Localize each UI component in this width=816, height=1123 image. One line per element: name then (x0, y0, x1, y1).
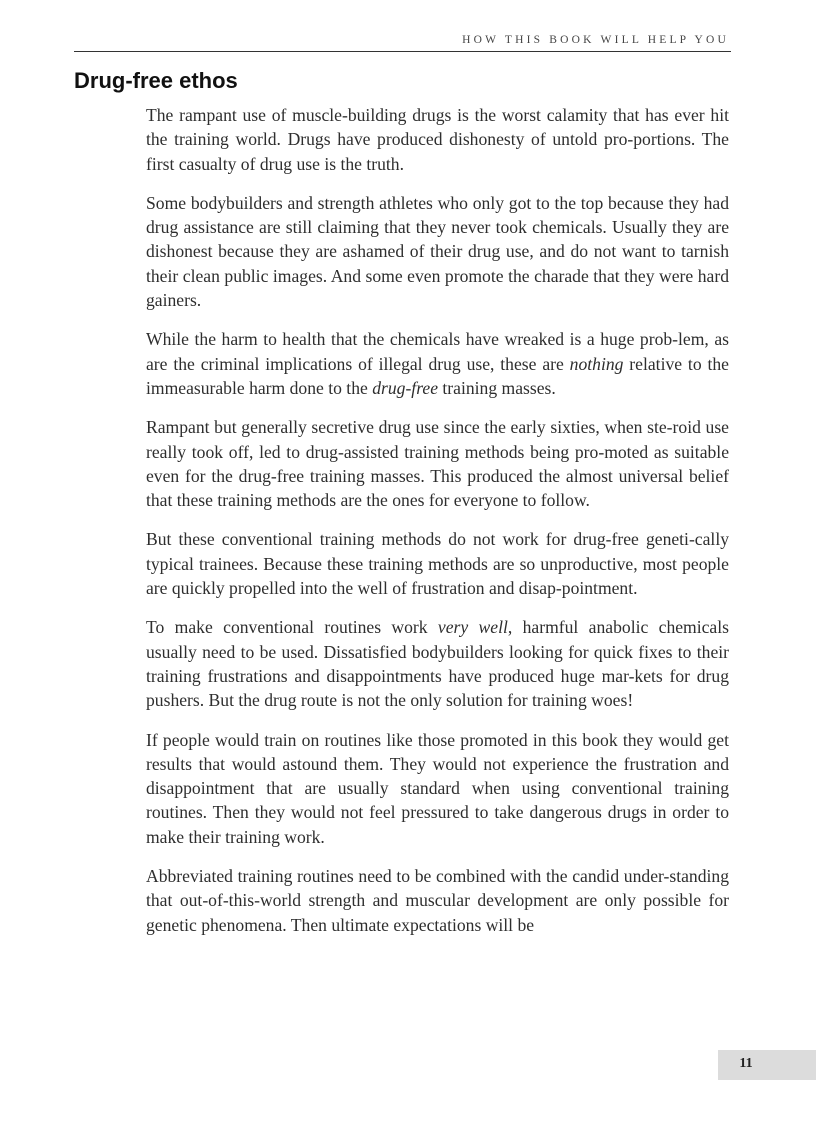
body-text (146, 103, 729, 952)
paragraph: Some bodybuilders and strength athletes who only got to the top because they had drug assistance are still claiming that they never took chemicals. Usually they are dishonest because they are ashamed of their drug use, and do not want to tarnish their clean public images. And some even promote the charade that they were hard gainers. (146, 192, 729, 311)
emphasis-text: nothing (569, 353, 624, 374)
paragraph-text: , harmful anabolic chemicals usually need to be used. Dissatisfied bodybuilders looking for quick fixes to their training frustrations and disappointments have produced huge mar-kets for drug pushers. But the drug route is not the only solution for training woes! (146, 617, 729, 711)
paragraph (146, 615, 729, 712)
paragraph-text: While the harm to health that the chemicals have wreaked is a huge prob-lem, as are the criminal implications of illegal drug use, these are (146, 329, 729, 374)
emphasis-text: drug-free (372, 377, 438, 398)
page-number: 11 (739, 1056, 753, 1071)
paragraph: If people would train on routines like those promoted in this book they would get results that would astound them. They would not experience the frustration and disappointment that are usually standard when using conventional training routines. Then they would not feel pressured to take dangerous drugs in order to make their training work. (146, 729, 729, 847)
paragraph-text: training masses. (438, 377, 556, 398)
paragraph: Abbreviated training routines need to be combined with the candid under-standing that out-of-this-world strength and muscular development are only possible for genetic phenomena. Then ultimate expectations will be (146, 866, 729, 935)
paragraph (146, 327, 729, 400)
paragraph-text: To make conventional routines work (146, 617, 438, 638)
paragraph: The rampant use of muscle-building drugs is the worst calamity that has ever hit the training world. Drugs have produced dishonesty of untold pro-portions. The first casualty of drug use is the truth. (146, 105, 729, 174)
running-header: HOW THIS BOOK WILL HELP YOU (462, 34, 729, 46)
emphasis-text: very well (437, 617, 508, 638)
page-number-box (718, 1050, 816, 1080)
paragraph: But these conventional training methods do not work for drug-free geneti-cally typical trainees. Because these training methods are so unproductive, most people are quickly propelled into the well of frustration and disap-pointment. (146, 529, 729, 599)
paragraph: Rampant but generally secretive drug use since the early sixties, when ste-roid use really took off, led to drug-assisted training methods being pro-moted as suitable even for the drug-free training masses. This produced the almost universal belief that these training methods are the ones for everyone to follow. (146, 417, 729, 511)
section-title: Drug-free ethos (74, 68, 238, 93)
paragraph-text: relative to the immeasurable harm done to the (146, 353, 729, 398)
header-rule (74, 51, 731, 52)
